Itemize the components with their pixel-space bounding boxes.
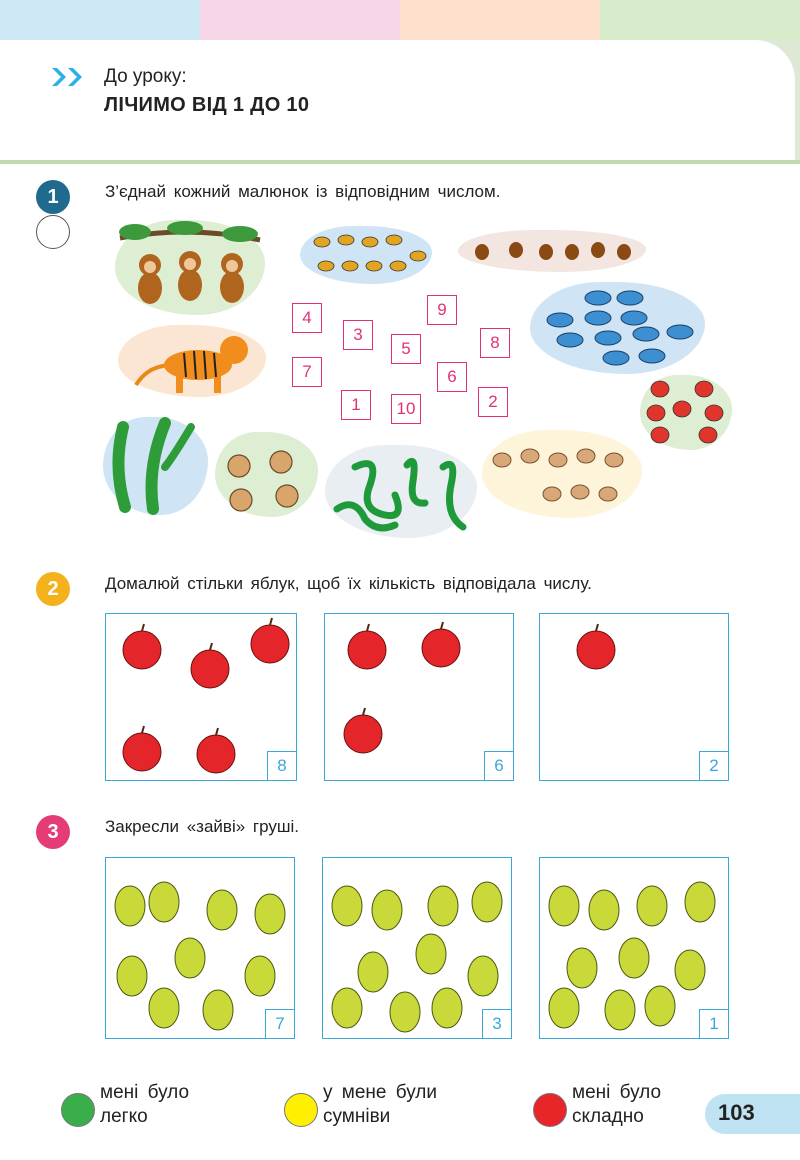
picture-bees[interactable] (300, 226, 432, 284)
picture-ladybugs[interactable] (640, 375, 732, 450)
picture-snails[interactable] (215, 432, 318, 517)
pear-box-1[interactable] (539, 857, 729, 1039)
band-pink (200, 0, 400, 40)
pear-box-3[interactable] (322, 857, 512, 1039)
apple-target-8: 8 (267, 751, 297, 781)
pear-target-3: 3 (482, 1009, 512, 1039)
mice-icon (482, 430, 642, 518)
pear-target-7: 7 (265, 1009, 295, 1039)
top-color-bands (0, 0, 800, 40)
ants-icon (458, 230, 646, 272)
header-divider (0, 160, 800, 164)
apple-target-2: 2 (699, 751, 729, 781)
task-3-instruction: Закресли «зайві» груші. (105, 817, 299, 836)
ladybugs-icon (640, 375, 732, 450)
number-box-6[interactable]: 6 (437, 362, 467, 392)
lesson-title: ЛІЧИМО ВІД 1 ДО 10 (104, 94, 310, 116)
snails-icon (215, 432, 318, 517)
bees-icon (300, 226, 432, 284)
picture-crocodiles[interactable] (103, 417, 208, 515)
lesson-label: До уроку: (104, 66, 187, 87)
tiger-icon (118, 325, 266, 397)
feedback-hard-line1: мені було (572, 1082, 662, 1103)
feedback-easy-line2: легко (100, 1106, 148, 1127)
number-box-10[interactable]: 10 (391, 394, 421, 424)
monkeys-icon (115, 220, 265, 315)
feedback-doubt-dot[interactable] (284, 1093, 318, 1127)
picture-ants[interactable] (458, 230, 646, 272)
snakes-icon (325, 445, 477, 538)
feedback-easy-dot[interactable] (61, 1093, 95, 1127)
task-1-instruction: З’єднай кожний малюнок із відповідним числом. (105, 182, 501, 201)
pear-box-7[interactable] (105, 857, 295, 1039)
task-2-instruction: Домалюй стільки яблук, щоб їх кількість відповідала числу. (105, 574, 592, 593)
number-box-4[interactable]: 4 (292, 303, 322, 333)
number-box-5[interactable]: 5 (391, 334, 421, 364)
pear-target-1: 1 (699, 1009, 729, 1039)
picture-tiger[interactable] (118, 325, 266, 397)
page-number: 103 (718, 1100, 755, 1125)
number-box-7[interactable]: 7 (292, 357, 322, 387)
double-chevron-icon (50, 66, 90, 88)
task-1-mark-circle[interactable] (36, 215, 70, 249)
feedback-hard-text (572, 1081, 661, 1129)
apple-box-6[interactable] (324, 613, 514, 781)
fish-icon (530, 282, 705, 374)
number-box-9[interactable]: 9 (427, 295, 457, 325)
number-box-8[interactable]: 8 (480, 328, 510, 358)
feedback-easy-line1: мені було (100, 1082, 190, 1103)
task-1-number: 1 (36, 180, 70, 214)
number-box-2[interactable]: 2 (478, 387, 508, 417)
feedback-doubt-line1: у мене були (323, 1082, 437, 1103)
feedback-doubt-text (323, 1081, 437, 1129)
band-peach (400, 0, 600, 40)
number-box-3[interactable]: 3 (343, 320, 373, 350)
apple-box-2[interactable] (539, 613, 729, 781)
feedback-hard-line2: складно (572, 1106, 644, 1127)
feedback-doubt-line2: сумніви (323, 1106, 391, 1127)
number-box-1[interactable]: 1 (341, 390, 371, 420)
feedback-easy-text (100, 1081, 189, 1129)
band-blue (0, 0, 200, 40)
task-3-number: 3 (36, 815, 70, 849)
apple-box-8[interactable] (105, 613, 297, 781)
picture-mice[interactable] (482, 430, 642, 518)
picture-snakes[interactable] (325, 445, 477, 538)
feedback-hard-dot[interactable] (533, 1093, 567, 1127)
picture-monkeys[interactable] (115, 220, 265, 315)
apple-target-6: 6 (484, 751, 514, 781)
picture-fish[interactable] (530, 282, 705, 374)
task-2-number: 2 (36, 572, 70, 606)
band-green (600, 0, 800, 40)
crocodiles-icon (103, 417, 208, 515)
